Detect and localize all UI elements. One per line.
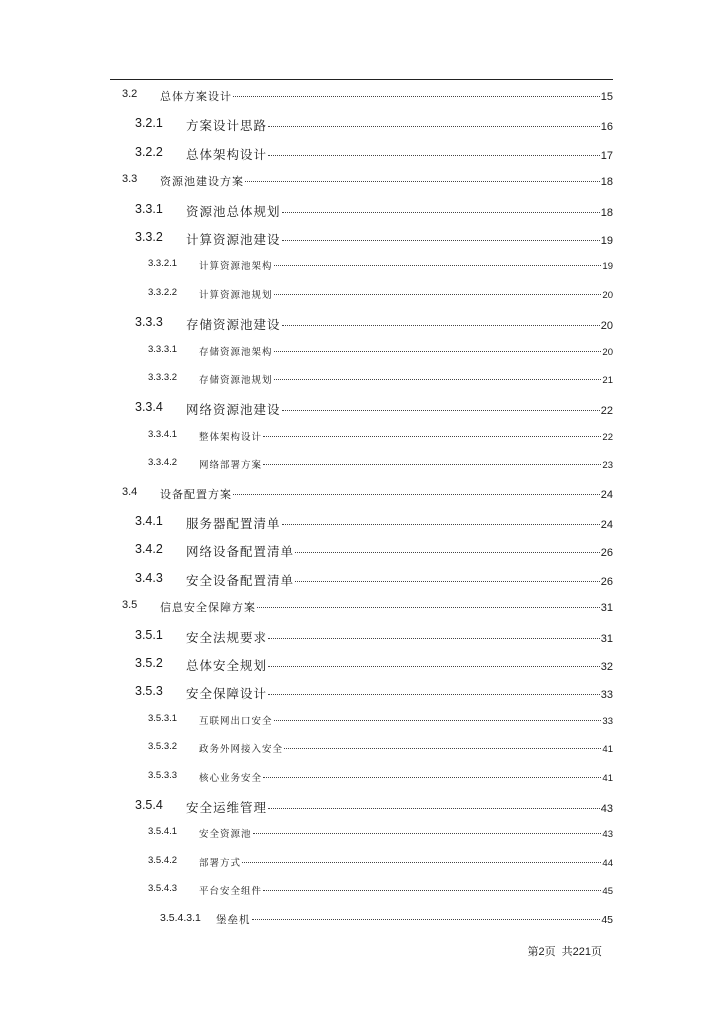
toc-entry-page: 43 — [602, 829, 613, 841]
toc-entry-number: 3.5.3.1 — [148, 712, 178, 724]
toc-entry-page: 33 — [602, 715, 613, 727]
toc-entry-page: 20 — [602, 289, 613, 301]
toc-leader-dots — [282, 228, 600, 242]
toc-entry-title: 安全法规要求 — [186, 630, 268, 645]
toc-entry-title: 存储资源池建设 — [186, 318, 281, 333]
toc-entry-number: 3.3.2.1 — [148, 258, 178, 270]
toc-entry[interactable] — [0, 287, 613, 301]
toc-entry[interactable] — [0, 656, 613, 674]
toc-entry-page: 44 — [602, 857, 613, 869]
toc-entry-title: 堡垒机 — [216, 914, 251, 927]
toc-entry[interactable] — [0, 912, 613, 928]
toc-entry-number: 3.3.3.1 — [148, 343, 178, 355]
toc-entry[interactable] — [0, 798, 613, 816]
toc-entry-title: 信息安全保障方案 — [160, 602, 256, 615]
toc-leader-dots — [263, 426, 601, 437]
toc-entry-number: 3.4.1 — [135, 514, 163, 528]
toc-entry[interactable] — [0, 684, 613, 702]
toc-entry-title: 设备配置方案 — [160, 488, 232, 501]
toc-entry-page: 20 — [602, 346, 613, 358]
toc-entry[interactable] — [0, 344, 613, 358]
toc-entry[interactable] — [0, 457, 613, 471]
page-footer — [522, 943, 602, 959]
toc-leader-dots — [242, 852, 601, 863]
toc-entry-number: 3.3.2.2 — [148, 286, 178, 298]
toc-entry-number: 3.5.4.1 — [148, 826, 178, 838]
toc-entry-page: 15 — [600, 91, 613, 103]
toc-entry-number: 3.3 — [122, 173, 138, 186]
toc-entry[interactable] — [0, 571, 613, 589]
toc-entry-number: 3.4.3 — [135, 570, 163, 585]
toc-entry-title: 核心业务安全 — [199, 772, 263, 784]
toc-entry-number: 3.3.1 — [135, 201, 163, 216]
toc-leader-dots — [274, 341, 602, 352]
toc-entry-title: 政务外网接入安全 — [199, 744, 284, 756]
toc-entry[interactable] — [0, 400, 613, 418]
toc-entry[interactable] — [0, 883, 613, 897]
toc-leader-dots — [274, 256, 602, 267]
toc-entry[interactable] — [0, 628, 613, 646]
toc-entry-number: 3.3.3 — [135, 315, 163, 330]
toc-entry-page: 22 — [602, 431, 613, 443]
toc-entry[interactable] — [0, 145, 613, 163]
toc-entry-number: 3.2.1 — [135, 116, 163, 131]
toc-entry-title: 方案设计思路 — [186, 119, 268, 134]
toc-entry[interactable] — [0, 173, 613, 189]
toc-entry[interactable] — [0, 88, 613, 104]
toc-entry-title: 互联网出口安全 — [199, 715, 273, 727]
toc-entry-page: 41 — [602, 772, 613, 784]
toc-entry-page: 23 — [602, 460, 613, 472]
header-rule — [110, 79, 613, 80]
toc-entry-title: 服务器配置清单 — [186, 517, 281, 531]
toc-entry-title: 平台安全组件 — [199, 886, 263, 898]
toc-leader-dots — [252, 909, 601, 921]
toc-entry-number: 3.3.2 — [135, 230, 163, 244]
toc-entry-page: 45 — [602, 886, 613, 898]
toc-entry-title: 资源池总体规划 — [186, 204, 281, 219]
toc-entry-number: 3.3.4.1 — [148, 428, 178, 440]
toc-entry-title: 安全设备配置清单 — [186, 573, 295, 588]
toc-leader-dots — [233, 483, 600, 495]
toc-entry-page: 26 — [600, 575, 613, 588]
toc-entry-title: 计算资源池规划 — [199, 289, 273, 301]
toc-entry-page: 45 — [601, 914, 613, 927]
toc-entry[interactable] — [0, 116, 613, 134]
toc-leader-dots — [282, 313, 600, 327]
toc-leader-dots — [295, 568, 600, 582]
toc-leader-dots — [268, 654, 600, 668]
toc-entry-page: 18 — [600, 176, 613, 189]
toc-leader-dots — [274, 284, 602, 295]
toc-leader-dots — [253, 824, 602, 835]
toc-entry-title: 总体架构设计 — [186, 147, 268, 162]
toc-entry-number: 3.2.2 — [135, 144, 163, 159]
toc-entry[interactable] — [0, 372, 613, 386]
toc-entry[interactable] — [0, 770, 613, 784]
toc-entry-page: 33 — [600, 689, 613, 702]
toc-entry-page: 43 — [600, 803, 613, 815]
toc-entry[interactable] — [0, 202, 613, 220]
toc-entry-title: 总体安全规划 — [186, 659, 268, 673]
toc-entry-number: 3.5.4.3 — [148, 883, 178, 895]
toc-entry-page: 18 — [600, 206, 613, 219]
toc-entry-title: 总体方案设计 — [160, 91, 232, 103]
toc-entry-number: 3.3.3.2 — [148, 372, 178, 383]
toc-entry-title: 安全资源池 — [199, 829, 252, 841]
toc-leader-dots — [282, 512, 600, 526]
toc-leader-dots — [268, 682, 600, 696]
toc-entry[interactable] — [0, 230, 613, 248]
toc-entry-page: 31 — [600, 602, 613, 615]
toc-entry[interactable] — [0, 514, 613, 532]
toc-entry-number: 3.5.2 — [135, 656, 163, 670]
toc-entry-title: 安全保障设计 — [186, 687, 268, 702]
toc-entry-title: 存储资源池架构 — [199, 346, 273, 358]
toc-entry-title: 网络资源池建设 — [186, 403, 281, 418]
toc-entry[interactable] — [0, 486, 613, 502]
toc-entry-page: 21 — [602, 375, 613, 386]
toc-leader-dots — [263, 455, 601, 466]
toc-entry[interactable] — [0, 315, 613, 333]
toc-entry-number: 3.4.2 — [135, 542, 163, 557]
toc-entry-title: 网络设备配置清单 — [186, 545, 295, 560]
toc-entry-title: 计算资源池建设 — [186, 233, 281, 247]
toc-entry[interactable] — [0, 826, 613, 840]
toc-entry-title: 存储资源池规划 — [199, 375, 273, 386]
toc-entry-number: 3.5.4.2 — [148, 854, 178, 866]
toc-leader-dots — [274, 710, 602, 721]
toc-entry[interactable] — [0, 429, 613, 443]
toc-entry-number: 3.5.4 — [135, 798, 163, 812]
toc-entry[interactable] — [0, 741, 613, 755]
toc-entry-number: 3.5.4.3.1 — [160, 911, 201, 924]
toc-entry-title: 整体架构设计 — [199, 431, 263, 443]
toc-entry-page: 17 — [600, 149, 613, 162]
toc-leader-dots — [268, 625, 600, 639]
toc-entry-page: 19 — [602, 261, 613, 273]
toc-leader-dots — [274, 370, 602, 381]
toc-entry-page: 24 — [600, 488, 613, 501]
toc-leader-dots — [268, 142, 600, 156]
toc-entry-number: 3.3.4.2 — [148, 457, 178, 469]
toc-entry-page: 20 — [600, 320, 613, 333]
toc-entry-page: 31 — [600, 632, 613, 645]
current-page-label: 第2页 — [527, 946, 556, 958]
toc-entry-number: 3.5.3.3 — [148, 769, 178, 781]
toc-entry[interactable] — [0, 258, 613, 272]
toc-entry-number: 3.4 — [122, 485, 138, 498]
toc-entry-title: 部署方式 — [199, 857, 242, 869]
toc-leader-dots — [268, 114, 600, 128]
toc-entry[interactable] — [0, 542, 613, 560]
toc-leader-dots — [245, 170, 600, 182]
toc-leader-dots — [282, 199, 600, 213]
toc-entry-title: 网络部署方案 — [199, 460, 263, 472]
toc-entry-page: 19 — [600, 235, 613, 247]
toc-entry-number: 3.3.4 — [135, 400, 163, 415]
toc-entry-page: 32 — [600, 661, 613, 673]
toc-entry-number: 3.5 — [122, 599, 138, 612]
toc-leader-dots — [282, 398, 600, 412]
toc-entry-page: 22 — [600, 405, 613, 418]
toc-entry-title: 计算资源池架构 — [199, 261, 273, 273]
toc-leader-dots — [268, 796, 600, 810]
total-pages-label: 共221页 — [561, 946, 602, 958]
toc-entry-page: 16 — [600, 121, 613, 134]
toc-leader-dots — [263, 767, 601, 778]
toc-leader-dots — [295, 540, 600, 554]
toc-entry-title: 安全运维管理 — [186, 801, 268, 815]
toc-leader-dots — [263, 881, 601, 892]
toc-leader-dots — [284, 739, 601, 750]
toc-entry-title: 资源池建设方案 — [160, 176, 244, 189]
toc-entry-page: 26 — [600, 547, 613, 560]
toc-entry[interactable] — [0, 855, 613, 869]
toc-entry-page: 24 — [600, 519, 613, 531]
toc-entry-number: 3.5.3.2 — [148, 741, 178, 753]
toc-entry[interactable] — [0, 713, 613, 727]
toc-entry-number: 3.5.3 — [135, 684, 163, 699]
toc-entry-number: 3.5.1 — [135, 627, 163, 642]
toc-entry[interactable] — [0, 599, 613, 615]
toc-leader-dots — [233, 85, 600, 97]
toc-entry-page: 41 — [602, 744, 613, 756]
toc-leader-dots — [257, 596, 600, 608]
toc-entry-number: 3.2 — [122, 88, 138, 100]
